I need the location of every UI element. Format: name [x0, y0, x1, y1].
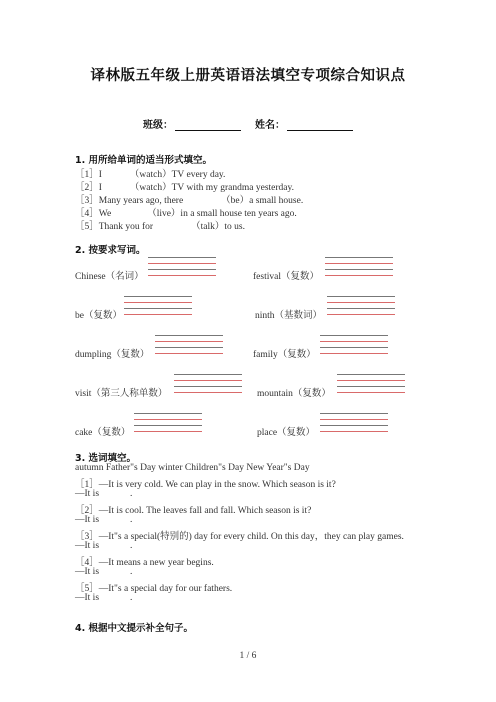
s3-a1	[75, 489, 132, 499]
s1-item-3-start: ［3］Many years ago, there	[75, 196, 184, 206]
word-be: be（复数）	[75, 311, 122, 321]
s3-a2-text: —It is	[75, 515, 100, 525]
section-3-heading: 3. 选词填空。	[75, 453, 137, 464]
s3-a5-period: .	[130, 593, 133, 603]
section-2-heading: 2. 按要求写词。	[75, 245, 146, 256]
s1-item-1-end: （watch）TV every day.	[129, 170, 226, 180]
s1-item-3-end: （be）a small house.	[221, 196, 304, 206]
answer-lines-place[interactable]	[320, 413, 388, 443]
word-visit: visit（第三人称单数）	[75, 389, 168, 399]
answer-lines-chinese[interactable]	[148, 257, 216, 287]
page-title: 译林版五年级上册英语语法填空专项综合知识点	[90, 68, 406, 84]
s1-item-5-start: ［5］Thank you for	[75, 222, 154, 232]
s3-a3	[75, 541, 132, 551]
s1-item-2	[75, 179, 294, 193]
word-chinese: Chinese（名词）	[75, 272, 144, 282]
s3-q5: ［5］—It"s a special day for our fathers.	[75, 584, 233, 594]
s3-a2-period: .	[130, 515, 133, 525]
section-1-heading: 1. 用所给单词的适当形式填空。	[75, 155, 213, 166]
class-name-line	[0, 116, 496, 131]
s3-a3-period: .	[130, 541, 133, 551]
page-number: 1 / 6	[239, 651, 257, 661]
word-cake: cake（复数）	[75, 428, 131, 438]
word-dumpling: dumpling（复数）	[75, 350, 150, 360]
s3-a4-text: —It is	[75, 567, 100, 577]
s3-a4-period: .	[130, 567, 133, 577]
class-label: 班级：	[143, 120, 173, 131]
name-label: 姓名：	[255, 120, 285, 131]
s1-item-4-start: ［4］We	[75, 209, 112, 219]
answer-lines-be[interactable]	[124, 296, 192, 326]
s1-item-2-start: ［2］I	[75, 183, 102, 193]
s3-a3-text: —It is	[75, 541, 100, 551]
answer-lines-dumpling[interactable]	[155, 335, 223, 365]
answer-lines-cake[interactable]	[134, 413, 202, 443]
word-mountain: mountain（复数）	[257, 389, 331, 399]
s1-item-5	[75, 218, 245, 232]
word-family: family（复数）	[253, 350, 316, 360]
s3-a5-text: —It is	[75, 593, 100, 603]
word-place: place（复数）	[257, 428, 316, 438]
name-blank[interactable]	[287, 120, 353, 131]
s1-item-4-end: （live）in a small house ten years ago.	[147, 209, 297, 219]
s3-a4	[75, 567, 132, 577]
answer-lines-visit[interactable]	[174, 374, 242, 404]
s3-q4: ［4］—It means a new year begins.	[75, 558, 214, 568]
s1-item-3	[75, 192, 303, 206]
s3-a5	[75, 593, 132, 603]
s1-item-1	[75, 166, 225, 180]
s3-q3: ［3］—It"s a special(特别的) day for every child. On this day，they can play games.	[75, 532, 404, 542]
s1-item-4	[75, 205, 297, 219]
answer-lines-family[interactable]	[320, 335, 388, 365]
section-4-heading: 4. 根据中文提示补全句子。	[75, 623, 194, 634]
class-blank[interactable]	[175, 120, 241, 131]
s1-item-2-end: （watch）TV with my grandma yesterday.	[129, 183, 295, 193]
word-ninth: ninth（基数词）	[255, 311, 323, 321]
s3-a1-period: .	[130, 489, 133, 499]
s1-item-5-end: （talk）to us.	[191, 222, 245, 232]
answer-lines-ninth[interactable]	[327, 296, 395, 326]
s3-a2	[75, 515, 132, 525]
s1-item-1-start: ［1］I	[75, 170, 102, 180]
word-bank: autumn Father"s Day winter Children"s Day New Year"s Day	[75, 463, 310, 473]
s3-a1-text: —It is	[75, 489, 100, 499]
answer-lines-festival[interactable]	[325, 257, 393, 287]
s3-q1: ［1］—It is very cold. We can play in the snow. Which season is it?	[75, 480, 336, 490]
s3-q2: ［2］—It is cool. The leaves fall and fall. Which season is it?	[75, 506, 312, 516]
word-festival: festival（复数）	[253, 272, 319, 282]
answer-lines-mountain[interactable]	[337, 374, 405, 404]
